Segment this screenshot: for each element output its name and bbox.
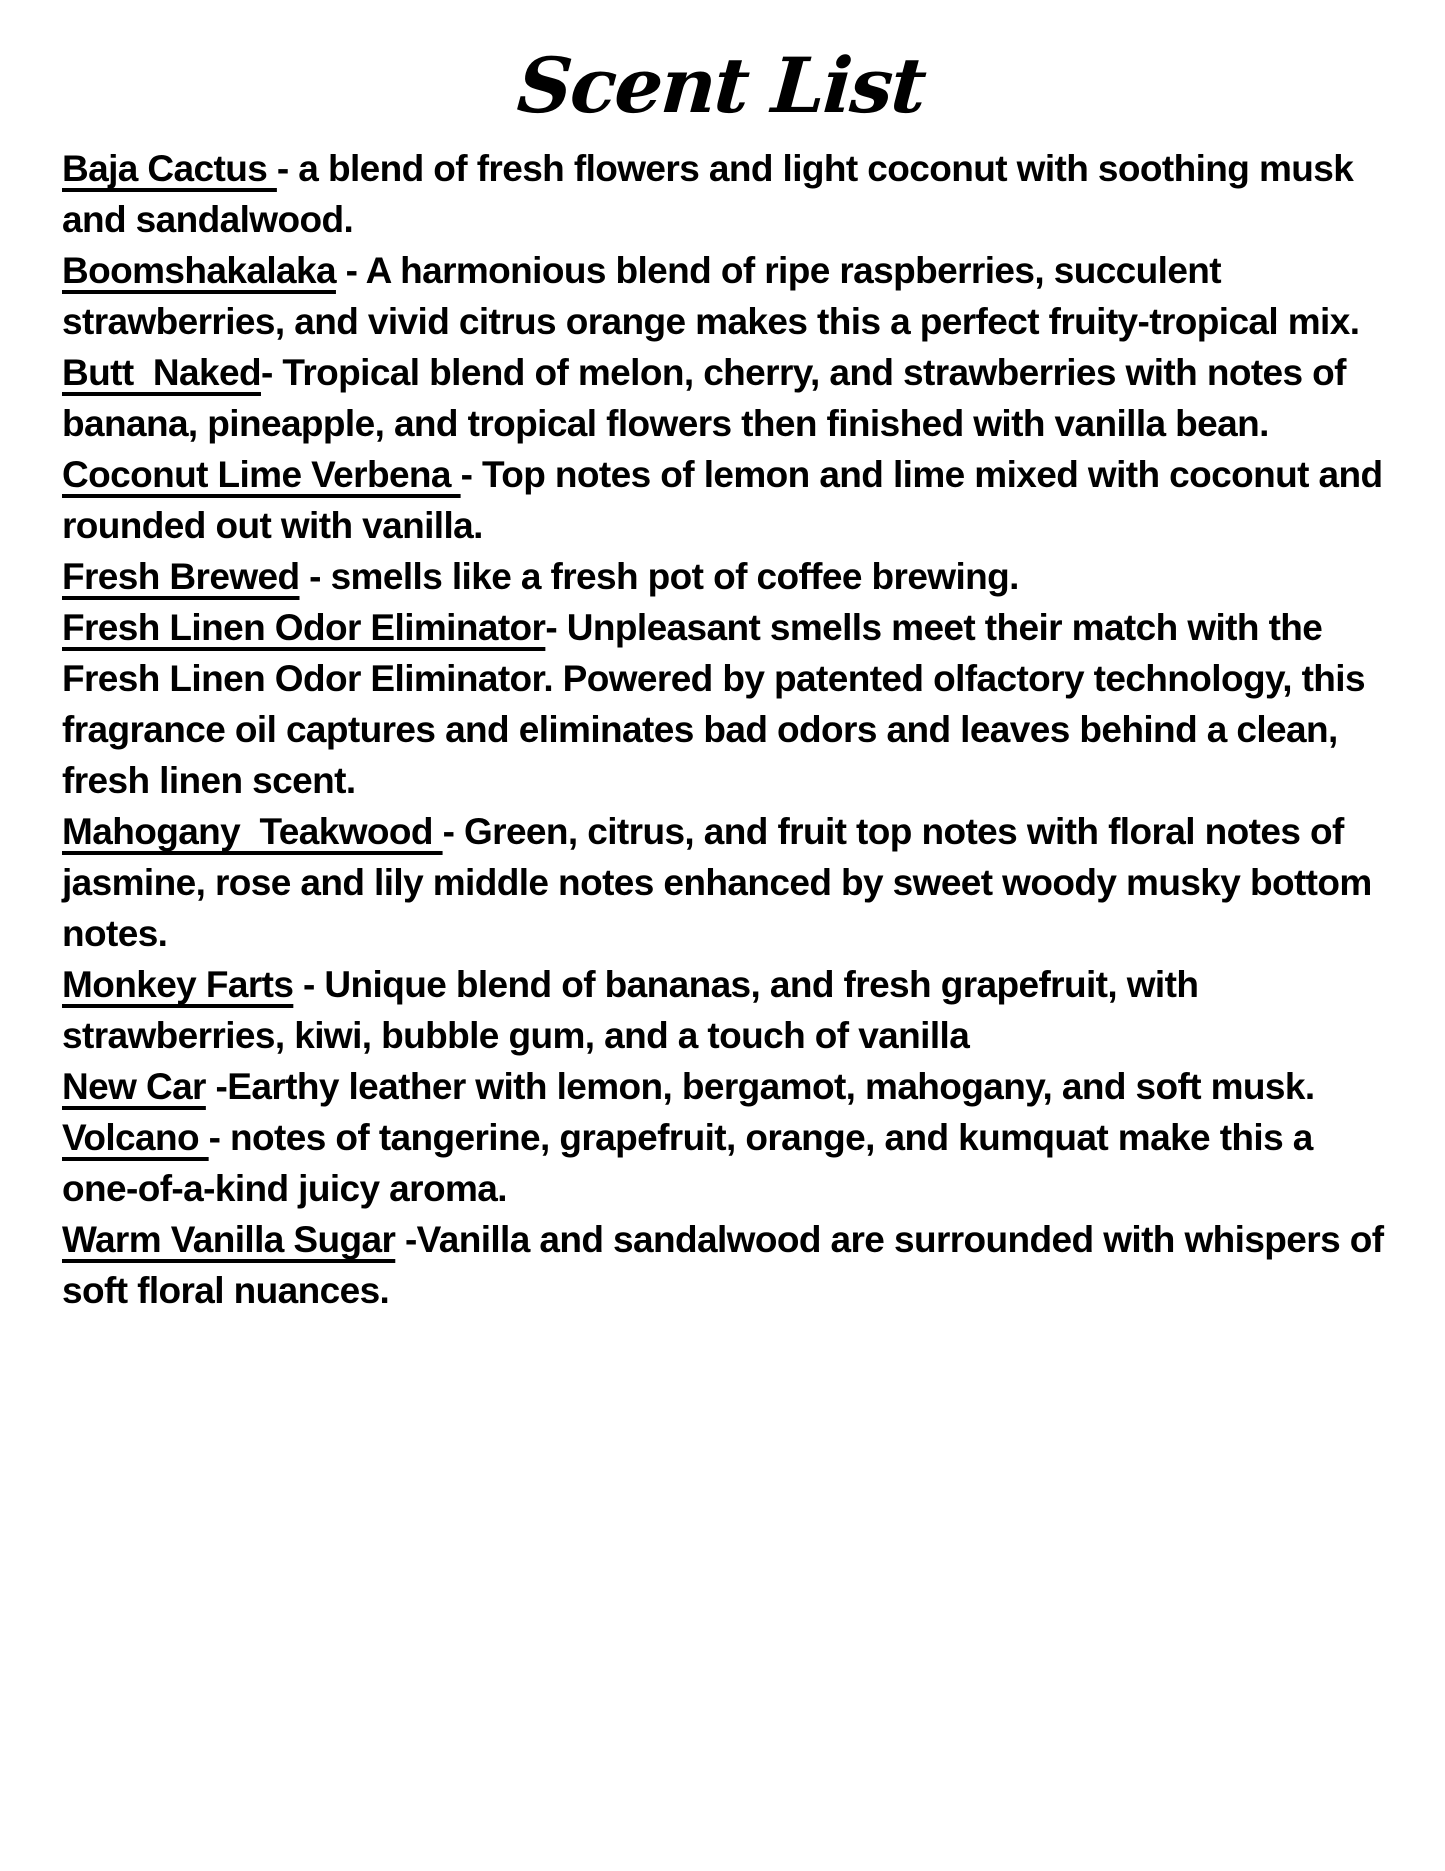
scent-name: Butt Naked	[62, 352, 261, 394]
scent-list	[62, 143, 1394, 1316]
scent-entry	[62, 245, 1387, 347]
scent-entry	[62, 1061, 1387, 1112]
scent-description: - Unpleasant smells meet their match with the Fresh Linen Odor Eliminator. Powered by patented olfactory technology, this fragrance oil captures and eliminates bad odors and leaves behind a clean, fresh linen scent.	[62, 607, 1375, 802]
scent-entry	[62, 959, 1387, 1061]
scent-entry	[62, 143, 1387, 245]
scent-description: -Earthy leather with lemon, bergamot, mahogany, and soft musk.	[205, 1066, 1315, 1108]
scent-name: Fresh Linen Odor Eliminator	[62, 607, 546, 649]
scent-entry	[62, 449, 1393, 551]
scent-name: Fresh Brewed	[62, 556, 300, 598]
scent-description: - notes of tangerine, grapefruit, orange, and kumquat make this a one-of-a-kind juicy aroma.	[62, 1117, 1323, 1210]
scent-name: Volcano	[62, 1117, 209, 1159]
scent-entry	[62, 1112, 1387, 1214]
scent-description: - smells like a fresh pot of coffee brewing.	[299, 556, 1019, 598]
scent-description: - A harmonious blend of ripe raspberries, succulent strawberries, and vivid citrus orange makes this a perfect fruity-tropical mix.	[62, 250, 1360, 343]
scent-name: Warm Vanilla Sugar	[62, 1219, 396, 1261]
scent-description: - Tropical blend of melon, cherry, and strawberries with notes of banana, pineapple, and tropical flowers then finished with vanilla bean.	[62, 352, 1356, 445]
page-title: Scent List	[514, 41, 928, 130]
scent-entry	[62, 551, 1387, 602]
scent-entry	[62, 806, 1387, 959]
scent-description: - Green, citrus, and fruit top notes with floral notes of jasmine, rose and lily middle notes enhanced by sweet woody musky bottom notes.	[62, 811, 1382, 955]
scent-name: Monkey Farts	[62, 964, 294, 1006]
scent-name: Baja Cactus	[62, 148, 277, 190]
scent-name: New Car	[62, 1066, 206, 1108]
scent-entry	[62, 1214, 1394, 1316]
scent-description: - a blend of fresh flowers and light coconut with soothing musk and sandalwood.	[62, 148, 1363, 241]
scent-entry	[62, 602, 1387, 806]
scent-name: Coconut Lime Verbena	[62, 454, 461, 496]
scent-name: Boomshakalaka	[62, 250, 336, 292]
scent-description: - Unique blend of bananas, and fresh grapefruit, with strawberries, kiwi, bubble gum, and a touch of vanilla	[62, 964, 1209, 1057]
scent-entry	[62, 347, 1387, 449]
scent-description: - Top notes of lemon and lime mixed with coconut and rounded out with vanilla.	[62, 454, 1393, 547]
scent-description: -Vanilla and sandalwood are surrounded with whispers of soft floral nuances.	[62, 1219, 1394, 1312]
scent-name: Mahogany Teakwood	[62, 811, 443, 853]
